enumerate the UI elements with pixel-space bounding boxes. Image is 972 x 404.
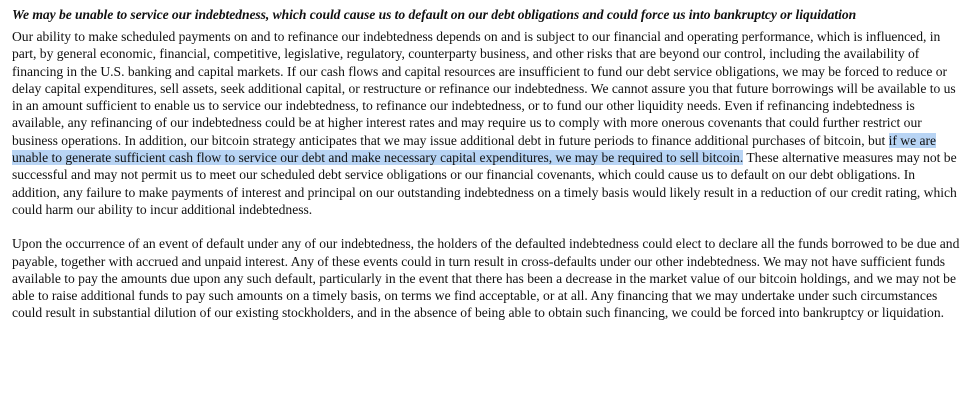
risk-factor-heading: We may be unable to service our indebtedness, which could cause us to default on our debt obligations and could force us into bankruptcy or liquidation [12,7,857,22]
paragraph-event-of-default: Upon the occurrence of an event of default under any of our indebtedness, the holders of the defaulted indebtedness could elect to declare all the funds borrowed to be due and payable, together with accrued and unpaid interest. Any of these events could in turn result in cross-defaults under our other indebtedness. We may not have sufficient funds available to pay the amounts due upon any such default, particularly in the event that there has been a decrease in the market value of our bitcoin holdings, and we may not be able to raise additional funds to pay such amounts on a timely basis, on terms we find acceptable, or at all. Any financing that we may undertake under such circumstances could result in substantial dilution of our existing stockholders, and in the absence of being able to obtain such financing, we could be forced into bankruptcy or liquidation. [12,236,960,321]
paragraph-1-text-after: These alternative measures may not be successful and may not permit us to meet our scheduled debt service obligations or our financial covenants, which could cause us to default on our debt obligations. In addition, any failure to make payments of interest and principal on our outstanding indebtedness on a timely basis would likely result in a reduction of our credit rating, which could harm our ability to incur additional indebtedness. [12,150,957,217]
highlighted-text-selection[interactable]: if we are unable to generate sufficient cash flow to service our debt and make necessary capital expenditures, we may be required to sell bitcoin. [12,132,937,166]
paragraph-1-text-before: Our ability to make scheduled payments on and to refinance our indebtedness depends on and is subject to our financial and operating performance, which is influenced, in part, by general economic, financial, competitive, legislative, regulatory, counterparty business, and other risks that are beyond our control, including the availability of financing in the U.S. banking and capital markets. If our cash flows and capital resources are insufficient to fund our debt service obligations, we may be forced to reduce or delay capital expenditures, sell assets, seek additional capital, or restructure or refinance our indebtedness. We cannot assure you that future borrowings will be available to us in an amount sufficient to enable us to service our indebtedness, to refinance our indebtedness, or to fund our other liquidity needs. Even if refinancing indebtedness is available, any refinancing of our indebtedness could be at higher interest rates and may require us to comply with more onerous covenants that could further restrict our business operations. In addition, our bitcoin strategy anticipates that we may issue additional debt in future periods to finance additional purchases of bitcoin, but [12,29,956,148]
paragraph-debt-service [12,28,962,218]
